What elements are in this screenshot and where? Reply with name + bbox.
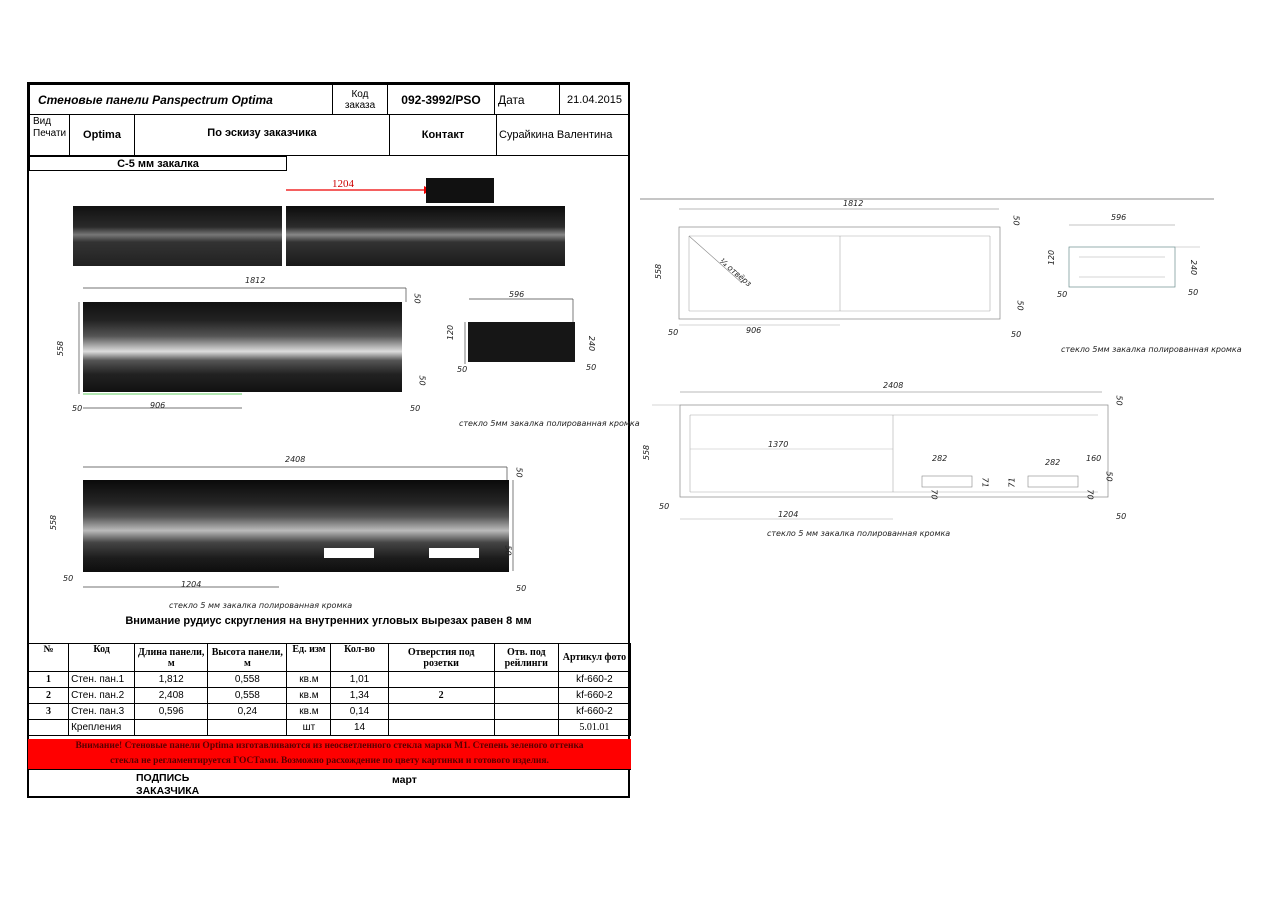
- rd-p2-height: 558: [642, 444, 652, 461]
- view-label: Вид Печати: [29, 114, 70, 156]
- cell-length: 1,812: [135, 672, 208, 688]
- order-code-label: Код заказа: [332, 84, 388, 115]
- rd-p1-m4: 50: [1011, 330, 1022, 339]
- arrow-label: 1204: [332, 178, 354, 190]
- cell-unit: кв.м: [287, 688, 331, 704]
- footer-month: март: [392, 774, 417, 786]
- cell-length: 0,596: [135, 704, 208, 720]
- panel1-margin-bottom: 50: [410, 404, 421, 413]
- warning-line-2: стекла не регламентируется ГОСТами. Возможно расхождение по цвету картинки и готового изделия.: [110, 756, 549, 766]
- panel3-h2: 240: [587, 335, 597, 352]
- rd-p1-width: 1812: [843, 199, 864, 208]
- panel2-margin-left: 50: [63, 574, 74, 583]
- panel2-margin-bottom: 50: [516, 584, 527, 593]
- glass-type: С-5 мм закалка: [29, 156, 287, 171]
- view-value: Optima: [69, 114, 135, 156]
- cell-number: 3: [29, 704, 69, 720]
- panel2-height: 558: [49, 514, 59, 531]
- col-length: Длина панели, м: [135, 644, 208, 672]
- signature-label: ПОДПИСЬ ЗАКАЗЧИКА: [136, 772, 200, 797]
- panel3-width: 596: [509, 290, 525, 299]
- cell-article: 5.01.01: [558, 720, 630, 736]
- cell-code: Крепления: [69, 720, 135, 736]
- cell-unit: кв.м: [287, 672, 331, 688]
- cell-unit: шт: [287, 720, 331, 736]
- rd-p2-width: 2408: [883, 381, 904, 390]
- rd-p3-width: 596: [1111, 213, 1127, 222]
- order-code-value: 092-3992/PSO: [387, 84, 495, 115]
- col-height: Высота панели, м: [208, 644, 287, 672]
- panel-note-1: стекло 5мм закалка полированная кромка: [459, 419, 640, 428]
- rd-p3-h1: 120: [1047, 249, 1057, 266]
- sheet-title: Стеновые панели Panspectrum Optima: [29, 84, 333, 115]
- radius-attention: Внимание рудиус скругления на внутренних угловых вырезах равен 8 мм: [125, 615, 532, 627]
- col-article: Артикул фото: [558, 644, 630, 672]
- cell-article: kf-660-2: [558, 672, 630, 688]
- panel1-height: 558: [56, 340, 66, 357]
- panel3-h1: 120: [446, 324, 456, 341]
- rd-p2-282b: 282: [1045, 458, 1061, 467]
- rd-p2-m2: 50: [1104, 471, 1114, 482]
- cell-code: Стен. пан.2: [69, 688, 135, 704]
- cell-number: 2: [29, 688, 69, 704]
- cell-height: 0,558: [208, 688, 287, 704]
- cell-qty: 1,01: [331, 672, 388, 688]
- panel2-cut: 1204: [181, 580, 202, 589]
- panel1-margin-top: 50: [412, 293, 422, 304]
- panel2-margin-top: 50: [514, 467, 524, 478]
- rd-p2-1370: 1370: [768, 440, 789, 449]
- cell-qty: 1,34: [331, 688, 388, 704]
- panel1-margin-right: 50: [417, 375, 427, 386]
- rd-p3-h2: 240: [1189, 259, 1199, 276]
- panel2-width: 2408: [285, 455, 306, 464]
- rd-p3-note: стекло 5мм закалка полированная кромка: [1061, 345, 1242, 354]
- cell-length: 2,408: [135, 688, 208, 704]
- contact-label: Контакт: [389, 114, 497, 156]
- cell-height: 0,558: [208, 672, 287, 688]
- cell-qty: 0,14: [331, 704, 388, 720]
- cell-holes: 2: [388, 688, 494, 704]
- rd-p3-m2: 50: [1188, 288, 1199, 297]
- panel3-margin-left: 50: [457, 365, 468, 374]
- cell-article: kf-660-2: [558, 704, 630, 720]
- rd-p2-1204: 1204: [778, 510, 799, 519]
- rd-p1-m1: 50: [1011, 215, 1021, 226]
- warning-line-1: Внимание! Стеновые панели Optima изготавливаются из неосветленного стекла марки М1. Степень зеленого оттенка: [75, 741, 584, 751]
- rd-p1-m3: 50: [668, 328, 679, 337]
- cell-code: Стен. пан.1: [69, 672, 135, 688]
- rd-p2-m4: 50: [1116, 512, 1127, 521]
- col-unit: Ед. изм: [287, 644, 331, 672]
- cell-height: 0,24: [208, 704, 287, 720]
- cell-unit: кв.м: [287, 704, 331, 720]
- panel1-width: 1812: [245, 276, 266, 285]
- rd-p1-half: 906: [746, 326, 762, 335]
- rd-p2-71a: 71: [980, 477, 990, 488]
- panel3-margin-right: 50: [586, 363, 597, 372]
- col-number: №: [29, 644, 69, 672]
- col-holes: Отверстия под розетки: [388, 644, 494, 672]
- rd-p2-71b: 71: [1007, 477, 1017, 488]
- sketch-label: По эскизу заказчика: [134, 114, 390, 156]
- col-qty: Кол-во: [331, 644, 388, 672]
- panel1-half: 906: [150, 401, 166, 410]
- rd-p2-70b: 70: [1085, 489, 1095, 500]
- cell-number: 1: [29, 672, 69, 688]
- rd-p1-note: ¼ отвёрз: [717, 256, 754, 289]
- col-rails: Отв. под рейлинги: [494, 644, 558, 672]
- cell-article: kf-660-2: [558, 688, 630, 704]
- panel2-margin-right: 50: [503, 545, 513, 556]
- rd-p2-note: стекло 5 мм закалка полированная кромка: [767, 529, 951, 538]
- cell-qty: 14: [331, 720, 388, 736]
- contact-value: Сурайкина Валентина: [496, 114, 630, 156]
- rd-p2-282a: 282: [932, 454, 948, 463]
- panel1-margin-left: 50: [72, 404, 83, 413]
- rd-p2-m3: 50: [659, 502, 670, 511]
- rd-p1-height: 558: [654, 263, 664, 280]
- cell-code: Стен. пан.3: [69, 704, 135, 720]
- col-code: Код: [69, 644, 135, 672]
- rd-p3-m1: 50: [1057, 290, 1068, 299]
- rd-p2-m1: 50: [1114, 395, 1124, 406]
- date-label: Дата: [494, 84, 560, 115]
- rd-p2-70a: 70: [929, 489, 939, 500]
- date-value: 21.04.2015: [559, 84, 630, 115]
- rd-p1-m2: 50: [1015, 300, 1025, 311]
- rd-p2-160: 160: [1086, 454, 1102, 463]
- panel-note-2: стекло 5 мм закалка полированная кромка: [169, 601, 353, 610]
